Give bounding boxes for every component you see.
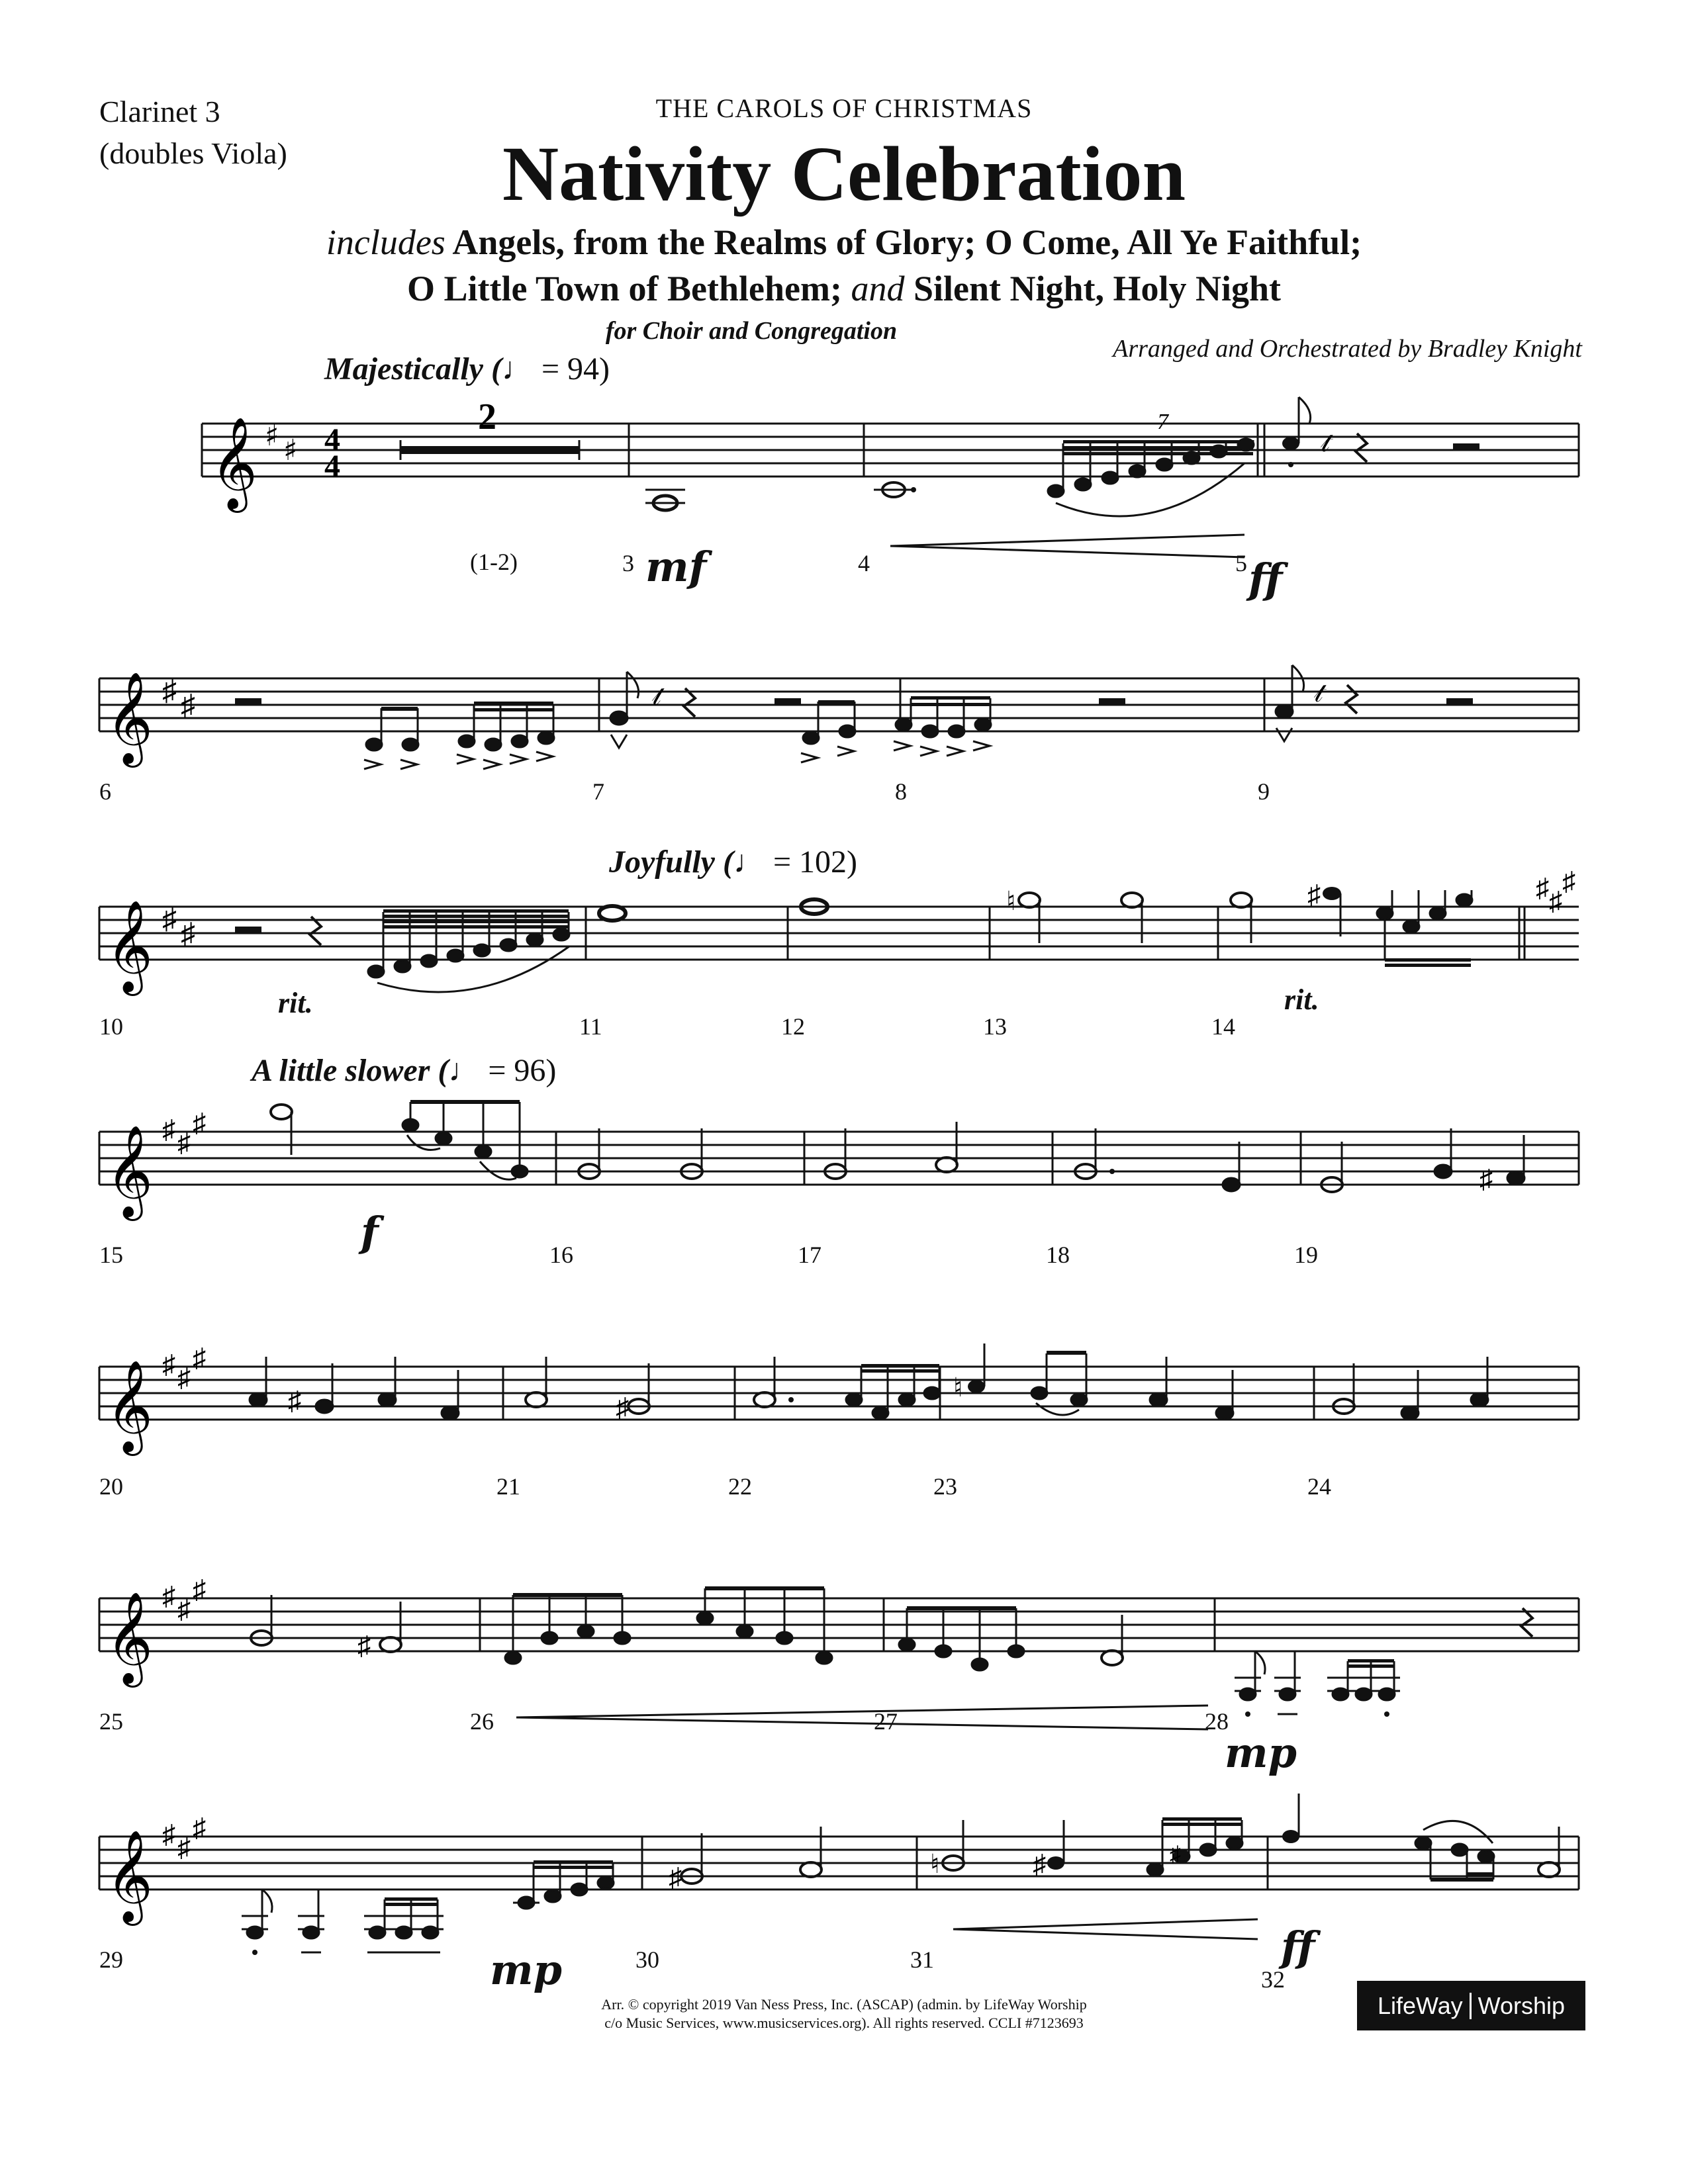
- rit-marking: rit.: [278, 987, 313, 1019]
- measure-number: 10: [99, 1013, 123, 1040]
- svg-text:♯: ♯: [181, 689, 195, 721]
- includes-word: includes: [326, 222, 445, 262]
- dynamic-mp: mp: [1225, 1729, 1297, 1777]
- svg-text:♯: ♯: [193, 1343, 206, 1373]
- svg-text:4: 4: [324, 422, 340, 457]
- staff-7: [0, 1790, 1688, 1962]
- measure-number: 31: [910, 1946, 934, 1973]
- measure-number: 13: [983, 1013, 1007, 1040]
- svg-text:𝄞: 𝄞: [106, 1830, 153, 1922]
- svg-text:4: 4: [324, 449, 340, 484]
- songs-list-2b: Silent Night, Holy Night: [913, 269, 1282, 308]
- measure-number: 15: [99, 1242, 123, 1268]
- measure-number: 7: [592, 778, 604, 805]
- svg-text:𝄞: 𝄞: [106, 1125, 153, 1217]
- measure-number: 32: [1261, 1966, 1285, 1993]
- measure-number: 9: [1258, 778, 1270, 805]
- dynamic-mf: mf: [645, 543, 707, 591]
- svg-text:♯: ♯: [1536, 873, 1549, 903]
- tempo-little-slower: A little slower (♩ = 96): [252, 1053, 557, 1088]
- measure-number: 8: [895, 778, 907, 805]
- staff-2: [0, 635, 1688, 801]
- svg-text:♯: ♯: [162, 1349, 175, 1379]
- svg-text:𝄞: 𝄞: [106, 1360, 153, 1452]
- songs-line-2: [0, 268, 1688, 309]
- svg-text:♯: ♯: [162, 903, 177, 935]
- svg-text:♯: ♯: [177, 1363, 191, 1392]
- measure-number: 19: [1294, 1242, 1318, 1268]
- multirest-count: 2: [478, 396, 496, 437]
- rit-marking: rit.: [1284, 983, 1319, 1016]
- measure-number: 3: [622, 550, 634, 576]
- staff-3: [0, 860, 1688, 1026]
- svg-text:♯: ♯: [177, 1833, 191, 1862]
- measure-number: 26: [470, 1708, 494, 1735]
- svg-text:♯: ♯: [177, 1594, 191, 1624]
- measure-number: 27: [874, 1708, 898, 1735]
- part-doubling: (doubles Viola): [99, 136, 287, 170]
- subtitle-choir: for Choir and Congregation: [605, 317, 898, 345]
- publisher-logo: LifeWay Worship: [1357, 1981, 1585, 2030]
- svg-text:♯: ♯: [1479, 1164, 1493, 1194]
- svg-text:♯: ♯: [162, 674, 177, 707]
- staff-4: [0, 1085, 1688, 1238]
- svg-text:♯: ♯: [193, 1574, 206, 1604]
- svg-text:♯: ♯: [181, 917, 195, 950]
- svg-text:♯: ♯: [1033, 1849, 1046, 1879]
- measure-number: 16: [549, 1242, 573, 1268]
- svg-text:♯: ♯: [669, 1862, 682, 1892]
- songs-line-1: [0, 222, 1688, 263]
- measure-number: 5: [1235, 550, 1247, 576]
- tempo-majestically: Majestically (♩ = 94): [324, 351, 610, 387]
- arranger-credit: Arranged and Orchestrated by Bradley Knight: [1113, 335, 1582, 363]
- measure-number: 28: [1205, 1708, 1229, 1735]
- page-title: Nativity Celebration: [502, 130, 1186, 217]
- songs-list-2a: O Little Town of Bethlehem;: [406, 269, 842, 308]
- svg-text:♯: ♯: [357, 1631, 371, 1661]
- staff-1: [0, 377, 1688, 596]
- svg-text:𝄞: 𝄞: [106, 672, 153, 764]
- measure-number: 29: [99, 1946, 123, 1973]
- part-name: Clarinet 3: [99, 95, 220, 128]
- svg-text:♮: ♮: [953, 1373, 963, 1402]
- measure-number: 6: [99, 778, 111, 805]
- svg-text:𝄞: 𝄞: [106, 1592, 153, 1684]
- dynamic-ff: ff: [1281, 1923, 1315, 1971]
- measure-number: 14: [1211, 1013, 1235, 1040]
- measure-number: 22: [728, 1473, 752, 1500]
- measure-number: 12: [781, 1013, 805, 1040]
- svg-text:𝄞: 𝄞: [211, 417, 258, 509]
- staff-5: [0, 1320, 1688, 1473]
- dynamic-mp: mp: [490, 1946, 562, 1994]
- svg-text:♯: ♯: [1170, 1843, 1181, 1867]
- svg-text:♮: ♮: [1006, 886, 1016, 916]
- measure-number: 11: [579, 1013, 602, 1040]
- measure-number: 18: [1046, 1242, 1070, 1268]
- measure-number: 23: [933, 1473, 957, 1500]
- dynamic-f: f: [361, 1208, 379, 1256]
- staff-6: [0, 1552, 1688, 1737]
- measure-number: 17: [798, 1242, 821, 1268]
- multirest-range: (1-2): [470, 549, 518, 575]
- svg-text:𝓉: 𝓉: [1314, 678, 1323, 707]
- measure-number: 21: [496, 1473, 520, 1500]
- tuplet-number: 7: [1157, 410, 1168, 434]
- svg-text:♯: ♯: [616, 1392, 629, 1422]
- svg-text:♯: ♯: [193, 1108, 206, 1138]
- measure-number: 30: [635, 1946, 659, 1973]
- svg-text:♯: ♯: [283, 433, 298, 467]
- songs-list-1: Angels, from the Realms of Glory; O Come, All Ye Faithful;: [452, 222, 1362, 262]
- svg-text:♯: ♯: [193, 1813, 206, 1843]
- tempo-joyfully: Joyfully (♩ = 102): [609, 844, 858, 880]
- svg-text:𝄞: 𝄞: [106, 900, 153, 992]
- svg-text:♯: ♯: [288, 1386, 301, 1416]
- dynamic-ff: ff: [1248, 555, 1283, 603]
- svg-text:♯: ♯: [265, 419, 279, 453]
- measure-number: 4: [858, 550, 870, 576]
- measure-number: 24: [1307, 1473, 1331, 1500]
- series-title: THE CAROLS OF CHRISTMAS: [655, 93, 1033, 123]
- copyright-notice: Arr. © copyright 2019 Van Ness Press, Inc. (ASCAP) (admin. by LifeWay Worship c/o Music Services, www.musicservices.org). All rights reserved. CCLI #7123693: [601, 1996, 1087, 2031]
- measure-number: 20: [99, 1473, 123, 1500]
- svg-text:♯: ♯: [1562, 866, 1575, 896]
- measure-number: 25: [99, 1708, 123, 1735]
- svg-text:𝓉: 𝓉: [652, 681, 661, 711]
- and-word: and: [851, 269, 905, 308]
- svg-text:♯: ♯: [1307, 880, 1321, 909]
- svg-text:𝓉: 𝓉: [1321, 428, 1330, 457]
- svg-text:♯: ♯: [162, 1115, 175, 1144]
- svg-text:♮: ♮: [930, 1849, 940, 1879]
- svg-text:♯: ♯: [177, 1128, 191, 1158]
- svg-text:♯: ♯: [1549, 886, 1562, 916]
- svg-text:♯: ♯: [162, 1819, 175, 1849]
- svg-text:♯: ♯: [162, 1581, 175, 1611]
